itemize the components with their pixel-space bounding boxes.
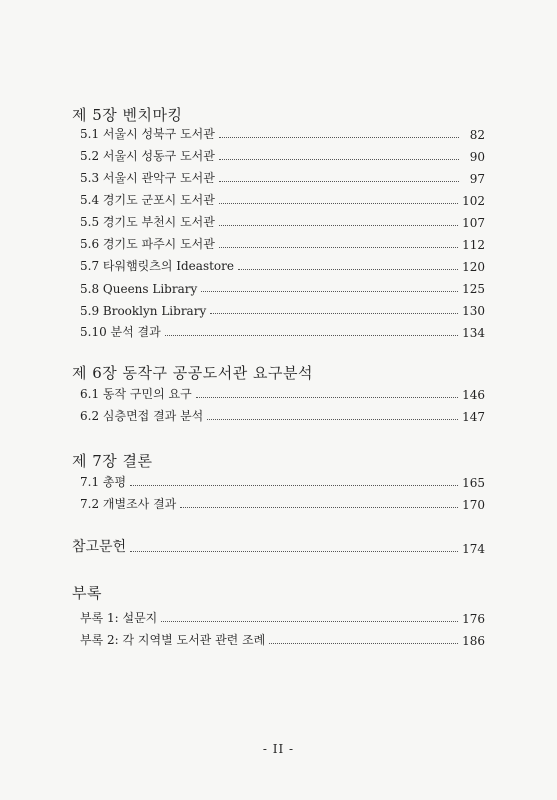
entry-page: 107: [462, 216, 485, 230]
dot-leader: [130, 485, 458, 486]
toc-entry: [80, 472, 485, 490]
dot-leader: [219, 247, 458, 248]
page-number: - II -: [262, 742, 295, 756]
dot-leader: [219, 225, 458, 226]
entry-page: 130: [462, 304, 485, 318]
toc-entry: [80, 278, 485, 296]
dot-leader: [130, 551, 458, 552]
entry-label: 5.9 Brooklyn Library: [80, 304, 207, 318]
dot-leader: [210, 313, 458, 314]
entry-label: 7.1 총평: [80, 475, 127, 489]
dot-leader: [207, 419, 458, 420]
entry-label: 6.2 심층면접 결과 분석: [80, 409, 204, 423]
entry-page: 112: [462, 238, 485, 252]
entry-label: 부록 2: 각 지역별 도서관 관련 조례: [80, 633, 266, 647]
entry-page: 125: [462, 282, 485, 296]
entry-label: 5.10 분석 결과: [80, 325, 161, 339]
toc-entry: [80, 322, 485, 340]
dot-leader: [219, 159, 459, 160]
entry-label: 5.5 경기도 부천시 도서관: [80, 215, 215, 229]
entry-page: 176: [462, 612, 485, 626]
entry-page: 90: [469, 150, 485, 164]
entry-page: 134: [462, 326, 485, 340]
dot-leader: [219, 137, 459, 138]
entry-label: 5.3 서울시 관악구 도서관: [80, 171, 215, 185]
entry-label: 5.8 Queens Library: [80, 282, 198, 296]
toc-entry: [80, 256, 485, 274]
toc-entry: [80, 300, 485, 318]
chapter-7-heading: 제 7장 결론: [72, 452, 153, 470]
entry-page: 186: [462, 634, 485, 648]
toc-entry: [80, 212, 485, 230]
entry-label: 5.2 서울시 성동구 도서관: [80, 149, 215, 163]
dot-leader: [238, 269, 458, 270]
entry-page: 165: [462, 476, 485, 490]
toc-entry: [80, 384, 485, 402]
entry-page: 120: [462, 260, 485, 274]
entry-label: 5.6 경기도 파주시 도서관: [80, 237, 215, 251]
dot-leader: [219, 181, 459, 182]
entry-page: 102: [462, 194, 485, 208]
entry-label: 5.4 경기도 군포시 도서관: [80, 193, 215, 207]
dot-leader: [165, 335, 458, 336]
references-entry: [72, 536, 485, 556]
entry-page: 82: [469, 128, 485, 142]
entry-label: 7.2 개별조사 결과: [80, 497, 177, 511]
toc-entry: [80, 494, 485, 512]
entry-page: 146: [462, 388, 485, 402]
toc-entry: [80, 124, 485, 142]
references-label: 참고문헌: [72, 539, 127, 555]
chapter-5-heading: 제 5장 벤치마킹: [72, 106, 183, 124]
entry-label: 부록 1: 설문지: [80, 611, 158, 625]
dot-leader: [180, 507, 458, 508]
toc-entry: [80, 234, 485, 252]
dot-leader: [201, 291, 458, 292]
dot-leader: [161, 621, 458, 622]
entry-page: 147: [462, 410, 485, 424]
entry-page: 170: [462, 498, 485, 512]
toc-entry: [80, 168, 485, 186]
references-page: 174: [462, 542, 485, 556]
toc-entry: [80, 406, 485, 424]
chapter-6-heading: 제 6장 동작구 공공도서관 요구분석: [72, 364, 313, 382]
entry-page: 97: [469, 172, 485, 186]
appendix-heading: 부록: [72, 584, 102, 602]
entry-label: 5.7 타워햄릿츠의 Ideastore: [80, 259, 234, 273]
toc-entry: [80, 630, 485, 648]
toc-entry: [80, 608, 485, 626]
entry-label: 6.1 동작 구민의 요구: [80, 387, 192, 401]
dot-leader: [196, 397, 458, 398]
toc-entry: [80, 146, 485, 164]
entry-label: 5.1 서울시 성북구 도서관: [80, 127, 215, 141]
toc-entry: [80, 190, 485, 208]
dot-leader: [269, 643, 458, 644]
dot-leader: [219, 203, 458, 204]
